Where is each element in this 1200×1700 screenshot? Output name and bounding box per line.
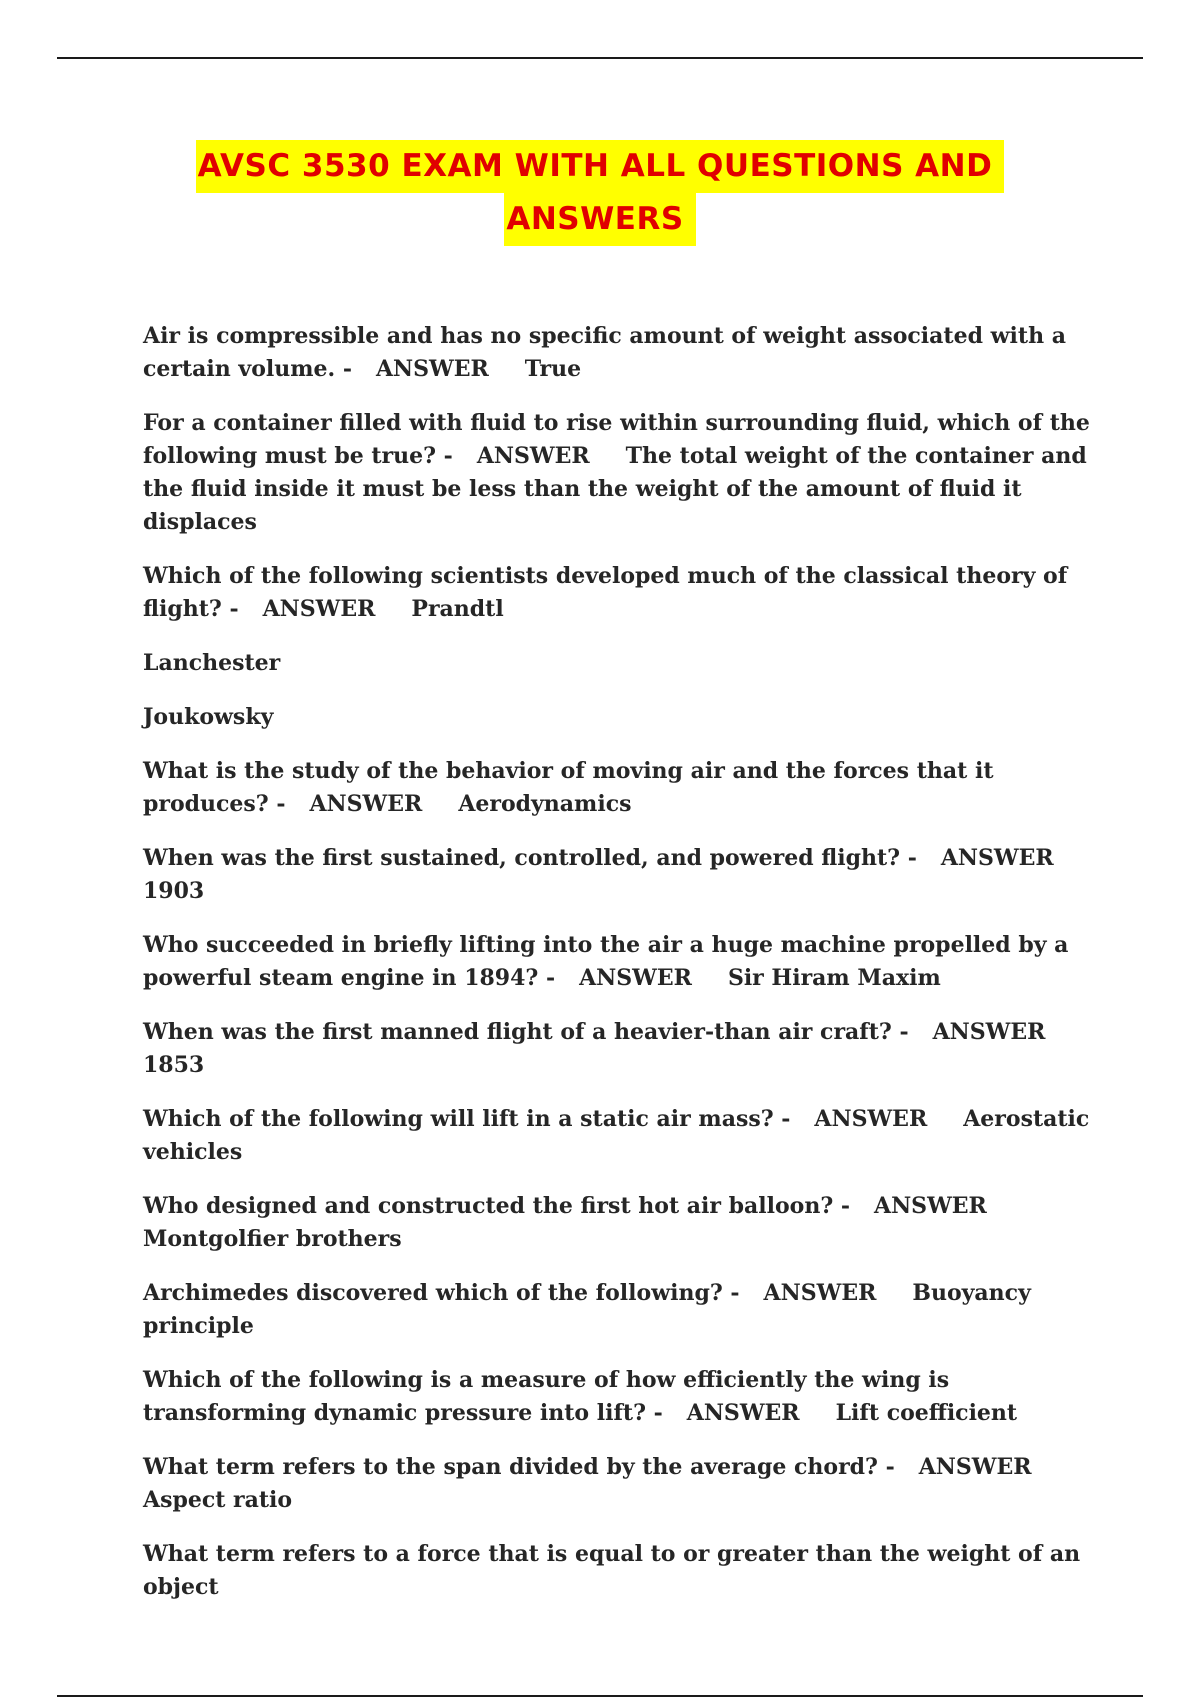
question-text: What term refers to the span divided by the average chord? - <box>143 1454 895 1480</box>
answer-label: ANSWER <box>932 1019 1046 1045</box>
title-line-1: AVSC 3530 EXAM WITH ALL QUESTIONS AND <box>196 140 1005 193</box>
answer-label: ANSWER <box>940 845 1054 871</box>
answer-text: Aerostatic vehicles <box>143 1106 1090 1165</box>
question-text: Which of the following is a measure of how efficiently the wing is transforming dynamic pressure into lift? - <box>143 1367 950 1426</box>
answer-text: Lift coefficient <box>835 1400 1018 1426</box>
question-text: What is the study of the behavior of moving air and the forces that it produces? - <box>143 758 994 817</box>
answer-label: ANSWER <box>874 1193 987 1219</box>
title-line-2: ANSWERS <box>504 193 695 246</box>
qa-extra-answer: Joukowsky <box>143 704 274 730</box>
question-text: Air is compressible and has no specific amount of weight associated with a certain volume. - <box>143 323 1066 382</box>
top-rule <box>57 57 1143 59</box>
question-text: Who designed and constructed the first hot air balloon? - <box>143 1193 850 1219</box>
question-text: When was the first manned flight of a heavier-than air craft? - <box>143 1019 909 1045</box>
answer-label: ANSWER <box>918 1454 1032 1480</box>
qa-item <box>143 1451 1103 1517</box>
answer-text: Aerodynamics <box>458 791 632 817</box>
answer-text: Sir Hiram Maxim <box>727 965 941 991</box>
qa-item <box>143 560 1103 626</box>
qa-item <box>143 1016 1103 1082</box>
question-text: Which of the following scientists developed much of the classical theory of flight? - <box>143 563 1068 622</box>
answer-text: Aspect ratio <box>143 1487 293 1513</box>
qa-item <box>143 407 1103 539</box>
answer-label: ANSWER <box>476 443 590 469</box>
question-text: Which of the following will lift in a static air mass? - <box>143 1106 791 1132</box>
answer-label: ANSWER <box>262 596 376 622</box>
bottom-rule <box>57 1695 1143 1697</box>
qa-item <box>143 1364 1103 1430</box>
answer-label: ANSWER <box>579 965 692 991</box>
qa-item <box>143 1277 1103 1343</box>
qa-list <box>143 320 1103 1625</box>
answer-label: ANSWER <box>375 356 489 382</box>
qa-item <box>143 929 1103 995</box>
answer-text: 1903 <box>143 878 205 904</box>
qa-item <box>143 842 1103 908</box>
answer-label: ANSWER <box>814 1106 928 1132</box>
qa-item <box>143 1190 1103 1256</box>
answer-text: The total weight of the container and the fluid inside it must be less than the weight of the amount of fluid it displaces <box>143 443 1087 535</box>
answer-text: Montgolfier brothers <box>143 1226 402 1252</box>
answer-text: 1853 <box>143 1052 205 1078</box>
question-text: Who succeeded in briefly lifting into the air a huge machine propelled by a powerful steam engine in 1894? - <box>143 932 1069 991</box>
question-text: Archimedes discovered which of the following? - <box>143 1280 740 1306</box>
answer-text: Buoyancy principle <box>143 1280 1031 1339</box>
answer-label: ANSWER <box>763 1280 877 1306</box>
answer-label: ANSWER <box>686 1400 800 1426</box>
document-title <box>0 140 1200 246</box>
question-text: When was the first sustained, controlled, and powered flight? - <box>143 845 917 871</box>
qa-item-partial: What term refers to a force that is equal to or greater than the weight of an object <box>143 1541 1081 1600</box>
qa-item <box>143 1103 1103 1169</box>
qa-extra-answer: Lanchester <box>143 650 281 676</box>
qa-item <box>143 320 1103 386</box>
answer-label: ANSWER <box>309 791 423 817</box>
answer-text: Prandtl <box>411 596 504 622</box>
answer-text: True <box>524 356 582 382</box>
question-text: For a container filled with fluid to rise within surrounding fluid, which of the following must be true? - <box>143 410 1090 469</box>
qa-item <box>143 755 1103 821</box>
